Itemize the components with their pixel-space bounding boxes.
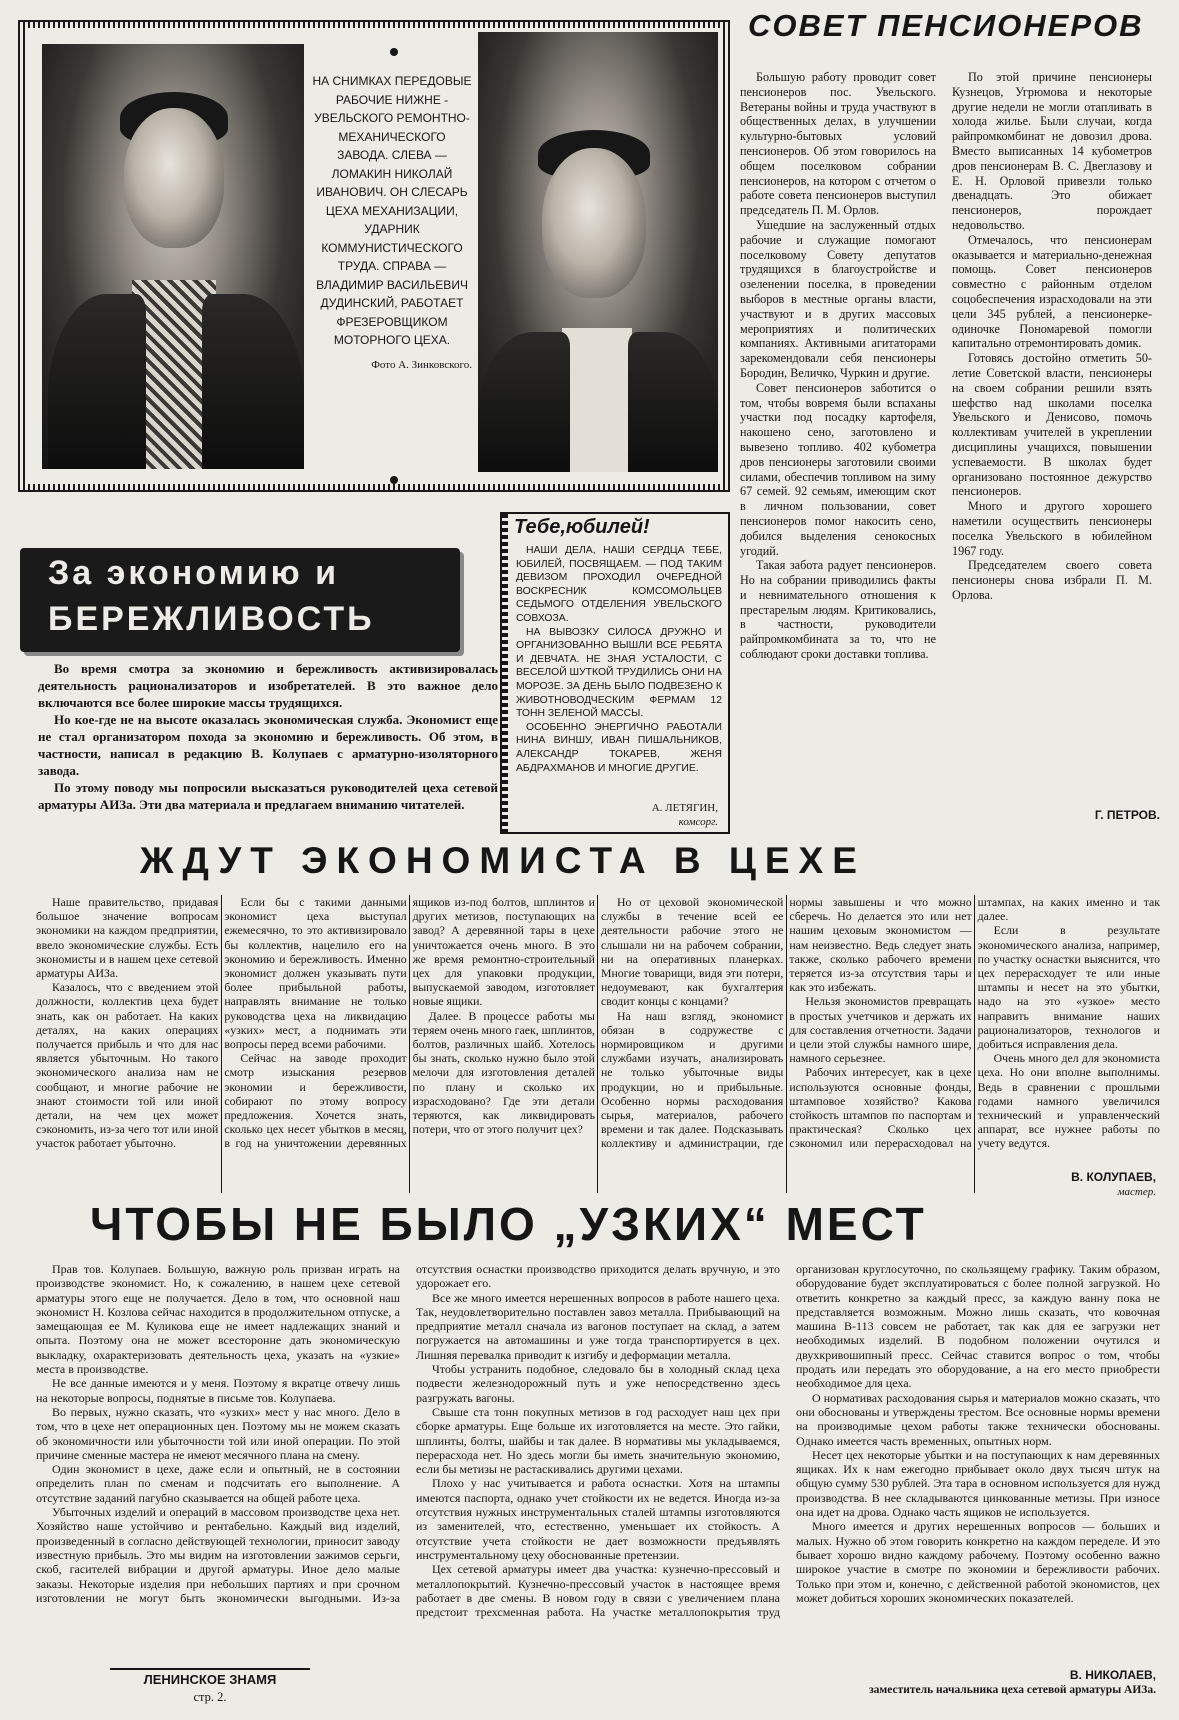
footer-page-number: стр. 2.: [193, 1690, 227, 1704]
economist-author-role: мастер.: [1000, 1186, 1156, 1198]
economist-text: [36, 895, 1160, 1193]
economist-paragraph: Если в результате экономического анализа, например, по участку оснастки выяснится, что цех перерасходует те или иные штампы и несет на это убытки, надо на это «узкое» место направить внимание наших рационализаторов, технологов и добиться исправления дела.: [977, 923, 1160, 1052]
bottleneck-paragraph: Один экономист в цехе, даже если и опытный, не в состоянии определить план по сменам и подсчитать его выполнение. А отсутствие заданий пагубно сказывается на общей работе цеха.: [36, 1462, 400, 1505]
council-paragraph: Много и другого хорошего наметили осуществить пенсионеры поселка Увельского в юбилейном 1967 году.: [952, 499, 1152, 558]
economist-paragraph: Далее. В процессе работы мы теряем очень много гаек, шплинтов, болтов, различных шайб. Хотелось бы знать, сколько нужно было этой мелочи для изготовления деталей по плану и сколько их израсходовано? Где эти детали теряются, как ликвидировать потери, что от этого получит цех?: [412, 1008, 595, 1137]
banner-line-2: БЕРЕЖЛИВОСТЬ: [48, 600, 375, 638]
bottleneck-paragraph: Не все данные имеются и у меня. Поэтому я вкратце отвечу лишь на некоторые вопросы, поднятые в письме тов. Колупаева.: [36, 1376, 400, 1405]
intro-paragraph: Но кое-где не на высоте оказалась экономическая служба. Экономист еще не стал организатором похода за экономию и бережливость. Об этом, в частности, написал в редакцию В. Колупаев с арматурно-изоляторного завода.: [38, 712, 498, 778]
jubilee-author-role: комсорг.: [678, 816, 718, 828]
jubilee-text: [516, 544, 722, 794]
council-paragraph: Готовясь достойно отметить 50-летие Советской власти, пенсионеры на своем собрании решили взять шефство над школами поселка Увельского и Денисово, помочь коллективам учителей в укреплении дисциплины учащихся, повышении успеваемости. В школах будет организовано постоянное дежурство пенсионеров.: [952, 351, 1152, 499]
bullet-top: [390, 48, 398, 56]
bottleneck-paragraph: Прав тов. Колупаев. Большую, важную роль призван играть на производстве экономист. Но, к сожалению, в нашем цехе сетевой арматуры этого еще не получается. Дело в том, что основной наш экономист Н. Козлова сейчас находится в продолжительном отпуске, а замещающая ее М. Куликова еще не имеет надлежащих знаний и опыта. Поэтому она не может всесторонне дать экономическую выкладку, охарактеризовать деятельность цеха, указать на «узкие» места в производстве.: [36, 1262, 400, 1377]
banner-line-1: За экономию и: [48, 554, 340, 592]
economist-paragraph: Нельзя экономистов превращать в простых учетчиков и держать их для составления отчетности. Задачи и цели этой службы намного шире, намного серьезнее.: [789, 994, 972, 1066]
economist-paragraph: Казалось, что с введением этой должности, коллектив цеха будет знать, как он работает. На каких деталях, на каких операциях получается прибыль и что для нас является убыточным. Но такого экономического анализа нам не сообщают, и многие рабочие не знают стоимости той или иной детали, на чем цех может сэкономить, из-за чего тот или иной участок работает убыточно.: [36, 980, 219, 1151]
photo-block: [18, 20, 730, 492]
photo-lomakin: [42, 44, 304, 469]
jubilee-title: Тебе,юбилей!: [514, 516, 650, 538]
economist-paragraph: Если бы с такими данными экономист цеха выступал ежемесячно, то это активизировало бы коллектив, нацелило его на экономию и бережливость. Именно экономист должен указывать пути более прибыльной работы, направлять внимание не только руководства цеха на ликвидацию «узких» мест, а поднимать эти вопросы перед всеми рабочими.: [224, 895, 407, 1052]
council-paragraph: Отмечалось, что пенсионерам оказывается и материально-денежная помощь. Совет пенсионеров совместно с районным отделом соцобеспечения израсходовали на эти цели 345 рублей, а пенсионерке-одиночке Пономаревой помогли капитально отремонтировать домик.: [952, 232, 1152, 351]
footer-paper-name: ЛЕНИНСКОЕ ЗНАМЯ: [143, 1672, 277, 1687]
bottleneck-paragraph: О нормативах расходования сырья и материалов можно сказать, что они обоснованы и утверждены трестом. Все основные нормы времени на производимые цехом работы также технически обоснованы. Однако имеется часть временных, опытных норм.: [796, 1390, 1160, 1448]
intro-paragraph: Во время смотра за экономию и бережливость активизировалась деятельность рационализаторов и изобретателей. В это важное дело включаются все более широкие массы трудящихся.: [38, 661, 498, 710]
caption-text: НА СНИМКАХ ПЕРЕДОВЫЕ РАБОЧИЕ НИЖНЕ - УВЕЛЬСКОГО РЕМОНТНО-МЕХАНИЧЕСКОГО ЗАВОДА. СЛЕВА — ЛОМАКИН НИКОЛАЙ ИВАНОВИЧ. ОН СЛЕСАРЬ ЦЕХА МЕХАНИЗАЦИИ, УДАРНИК КОММУНИСТИЧЕСКОГО ТРУДА. СПРАВА — ВЛАДИМИР ВАСИЛЬЕВИЧ ДУДИНСКИЙ, РАБОТАЕТ ФРЕЗЕРОВЩИКОМ МОТОРНОГО ЦЕХА.: [312, 74, 472, 347]
bottleneck-text: [36, 1262, 1160, 1664]
bottleneck-paragraph: Несет цех некоторые убытки и на поступающих к нам деревянных ящиках. Их к нам ежегодно прибывает около двух тысяч штук на общую сумму 530 рублей. Эта тара в основном используется для нужд производства. В нее складываются цинкованные метизы. При износе она идет на дрова. Однако часть ящиков не используется.: [796, 1447, 1160, 1520]
economist-paragraph: Наше правительство, придавая большое значение вопросам экономики на каждом предприятии, ввело экономические службы. Есть экономисты и в нашем цехе сетевой арматуры АИЗа.: [36, 895, 219, 981]
council-paragraph: Большую работу проводит совет пенсионеров пос. Увельского. Ветераны войны и труда участвуют в общественных делах, в улучшении культурно-бытовых условий пенсионеров. Об этом говорилось на общем поселковом собрании пенсионеров, на котором с отчетом о работе совета пенсионеров выступил председатель П. М. Орлов.: [740, 70, 936, 218]
council-paragraph: Ушедшие на заслуженный отдых рабочие и служащие помогают поселковому Совету депутатов трудящихся в благоустройстве и озеленении поселка, в проведении выборов в местные органы власти, участвуют и в других массовых мероприятиях и политических компаниях. Активными агитаторами зарекомендовали себя пенсионеры Бородин, Величко, Чуркин и другие.: [740, 217, 936, 380]
photo-caption: [312, 72, 472, 472]
bottleneck-author-role: заместитель начальника цеха сетевой арматуры АИЗа.: [869, 1684, 1156, 1696]
council-author: Г. ПЕТРОВ.: [1094, 808, 1160, 822]
bottleneck-author: В. НИКОЛАЕВ,: [1069, 1668, 1156, 1682]
bottleneck-paragraph: Много имеется и других нерешенных вопросов — больших и малых. Нужно об этом говорить конкретно на каждом переделе. И это бывает хорошо видно каждому рабочему. Поэтому особенно важно широкое участие в смотре по экономии и бережливости рабочих. Только при этом и, конечно, с действенной работой экономистов, цех может добиться хороших экономических показателей.: [796, 1519, 1160, 1605]
council-paragraph: Такая забота радует пенсионеров. Но на собрании приводились факты и невнимательного отношения к престарелым людям. Критиковались, в частности, руководители райпромкомбината за то, что не соблюдают сроки доставки топлива.: [740, 558, 936, 662]
economy-intro: [38, 660, 498, 835]
jubilee-author: А. ЛЕТЯГИН,: [651, 802, 718, 814]
council-paragraph: Совет пенсионеров заботится о том, чтобы вовремя были вспаханы участки под посадку картофеля, накошено сено, заготовлено и вывезено топливо. 402 кубометра дров пенсионеры заготовили своими силами, обеспечив топливом на зиму 67 семей. 92 семьям, имеющим скот в личном пользовании, совет пенсионеров помог накосить сено, добился выделения сенокосных угодий.: [740, 380, 936, 558]
bottleneck-paragraph: Чтобы устранить подобное, следовало бы в холодный склад цеха подвести железнодорожный путь и уже непосредственно здесь разгружать вагоны.: [416, 1362, 780, 1405]
bottleneck-paragraph: Плохо у нас учитывается и работа оснастки. Хотя на штампы имеются паспорта, однако учет стойкости их не ведется. Иногда из-за отсутствия нужных инструментальных сталей штампы изготовляются из заменителей, что, естественно, уменьшает их стойкость. А отсутствие учета стойкости не дает возможности предъявлять инструментальному цеху обоснованные претензии.: [416, 1476, 780, 1562]
economist-author: В. КОЛУПАЕВ,: [1000, 1170, 1156, 1184]
economist-paragraph: Но от цеховой экономической службы в течение всей ее деятельности рабочие этого не слышали ни на рабочем собрании, ни на оперативных планерках. Многие товарищи, видя эти потери, недоумевают, как бухгалтерия сводит концы с концами?: [600, 895, 784, 1009]
council-column-1: [740, 70, 936, 830]
jubilee-box: [500, 512, 730, 834]
bottleneck-paragraph: Убыточных изделий и операций в массовом производстве цеха нет. Хозяйство наше устойчиво и рентабельно. Каждый вид изделий, произведенный в согласно действующей технологии, приносит заводу известную прибыль. Это мы видим на изготовлении зажимов серьги, скоб, гасителей вибрации и другой арматуры. Иное дело малые заказы. Некоторые изделия при небольших партиях и при срочном изготовлении не могут быть экономически выгодными. Из-за отсутствия оснастки производство приходится делать вручную, и это удорожает его.: [36, 1262, 780, 1605]
bottleneck-paragraph: Цех сетевой арматуры имеет два участка: кузнечно-прессовый и металлопокрытий. Кузнечно-прессовый участок в настоящее время работает в две смены. В новом году в связи с увеличением плана предстоит трехсменная работа. На участке металлопокрытия труд организован круглосуточно, по скользящему графику. Таким образом, оборудование будет эксплуатироваться с более полной загрузкой. Но ответить конкретно за каждый пресс, за каждую ванну пока не представляется возможным. Можно лишь сказать, что ковочная машина В-113 совсем не работает, так как для ее загрузки нет необходимых изделий. В подобном положении очутился и двухкривошипный пресс. Сейчас ставится вопрос о том, чтобы продать или передать это оборудование, а на его место приобрести необходимое для цеха.: [416, 1262, 1160, 1620]
footer-rule: [110, 1668, 310, 1670]
jubilee-paragraph: НА ВЫВОЗКУ СИЛОСА ДРУЖНО И ОРГАНИЗОВАННО ВЫШЛИ ВСЕ РЕБЯТА И ДЕВЧАТА. НЕ ЗНАЯ УСТАЛОСТИ, С ВЕСЕЛОЙ ШУТКОЙ ТРУДИЛИСЬ ОНИ НА МОРОЗЕ. ЗА ДЕНЬ БЫЛО ПОДВЕЗЕНО К ЖИВОТНОВОДЧЕСКИМ ФЕРМАМ 12 ТОНН ЗЕЛЕНОЙ МАССЫ.: [516, 626, 722, 720]
bottleneck-paragraph: Все же много имеется нерешенных вопросов в работе нашего цеха. Так, неудовлетворительно поставлен завоз металла. Прибывающий на предприятие металл сначала из вагонов поступает на склад, а затем погружается на автомашины и уже тогда транспортируется в цех. Лишняя перевалка приводит к изгибу и деформации металла.: [416, 1290, 780, 1362]
photo-credit: Фото А. Зинковского.: [371, 358, 472, 371]
jubilee-paragraph: НАШИ ДЕЛА, НАШИ СЕРДЦА ТЕБЕ, ЮБИЛЕЙ, ПОСВЯЩАЕМ. — ПОД ТАКИМ ДЕВИЗОМ ПРОХОДИЛ ОЧЕРЕДНОЙ ВОСКРЕСНИК КОМСОМОЛЬЦЕВ СЕДЬМОГО ОТДЕЛЕНИЯ УВЕЛЬСКОГО СОВХОЗА.: [516, 545, 722, 624]
jubilee-paragraph: ОСОБЕННО ЭНЕРГИЧНО РАБОТАЛИ НИНА ВИНШУ, ИВАН ПИШАЛЬНИКОВ, АЛЕКСАНДР ТОКАРЕВ, ЖЕНЯ АБДРАХМАНОВ И МНОГИЕ ДРУГИЕ.: [516, 721, 722, 774]
economist-title: ЖДУТ ЭКОНОМИСТА В ЦЕХЕ: [140, 840, 866, 881]
council-paragraph: Председателем своего совета пенсионеры снова избрали П. М. Орлова.: [952, 558, 1152, 602]
economy-banner: [20, 548, 460, 652]
bottleneck-title: ЧТОБЫ НЕ БЫЛО „УЗКИХ“ МЕСТ: [90, 1198, 927, 1250]
economist-paragraph: На наш взгляд, экономист обязан в содружестве с нормировщиком и другими службами изучать, анализировать не только убыточные виды продукции, но и прибыльные. Особенно нормы расходования сырья, материалов, рабочего времени и так далее. Подсказывать коллективу и администрации, где нормы завышены и что можно сберечь. Но делается это или нет нашим цеховым экономистом — нам неизвестно. Ведь следует знать также, сколько рабочего времени теряется из-за отсутствия тары и как это избежать.: [600, 895, 972, 1151]
economist-paragraph: Сейчас на заводе проходит смотр изыскания резервов экономии и бережливости, собирают по этому вопросу предложения. Хочется знать, сколько цех несет убытков в месяц, в год на уничтожении деревянных ящиков из-под болтов, шплинтов и других метизов, поступающих на завод? А деревянной тары в цехе уничтожается очень много. В это же время ремонтно-строительный цех для упаковки продукции, выпускаемой заводом, изготовляет новые ящики.: [224, 895, 595, 1151]
bottleneck-paragraph: Во первых, нужно сказать, что «узких» мест у нас много. Дело в том, что в цехе нет операционных цен. Поэтому мы не можем сказать об экономичности или убыточности той или иной операции. По этой причине сменные мастера не имеют месячного плана на смену.: [36, 1404, 400, 1462]
economist-paragraph: Очень много дел для экономиста цеха. Но они вполне выполнимы. Ведь в сравнении с прошлыми годами намного увеличился технический и управленческий аппарат, все нужнее работы по учету ведутся.: [977, 1051, 1160, 1151]
council-title: СОВЕТ ПЕНСИОНЕРОВ: [748, 8, 1144, 43]
council-paragraph: По этой причине пенсионеры Кузнецов, Угрюмова и некоторые другие недели не могли отапливать в холода жилье. Были случаи, когда райпромкомбинат не довозил дрова. Вместо выписанных 14 кубометров дров пенсионерам В. С. Двеглазову и Е. Н. Орловой привезли только двенадцать. Это обижает пенсионеров, порождает недовольство.: [952, 70, 1152, 232]
bottleneck-paragraph: Свыше ста тонн покупных метизов в год расходует наш цех при сборке арматуры. Еще больше их изготовляется на месте. Это гайки, шплинты, болты, шайбы и так далее. В нормативы мы укладываемся, перерасхода нет. Но здесь могли бы иметь значительную экономию, если бы метизы не растаскивались другими цехами.: [416, 1404, 780, 1477]
photo-dudinsky: [478, 32, 718, 472]
economist-paragraph: Рабочих интересует, как в цехе используются основные фонды, штамповое хозяйство? Какова стойкость штампов по паспортам и практическая? Сколько цех сэкономил или перерасходовал на штампах, на каких именно и так далее.: [789, 895, 1160, 1151]
bullet-bottom: [390, 476, 398, 484]
intro-paragraph: По этому поводу мы попросили высказаться руководителей цеха сетевой арматуры АИЗа. Эти два материала и предлагаем вниманию читателей.: [38, 780, 498, 812]
council-column-2: [952, 70, 1152, 810]
